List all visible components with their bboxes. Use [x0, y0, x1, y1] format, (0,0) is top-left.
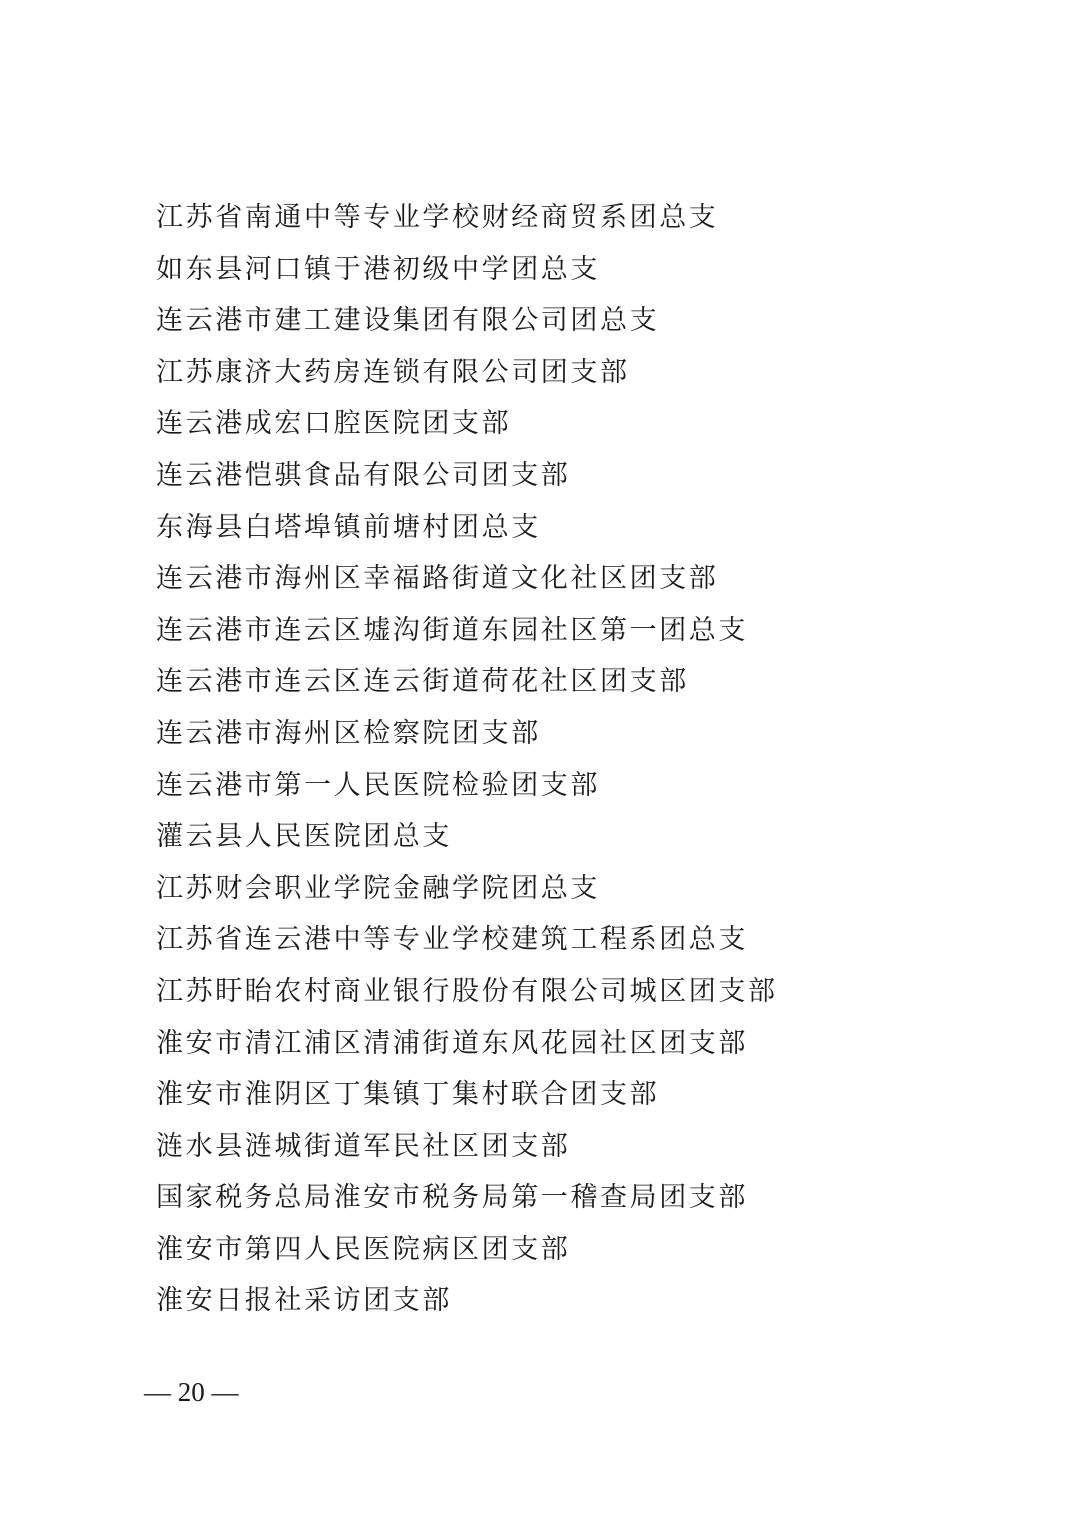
- organization-list: [156, 192, 778, 1327]
- list-item: 连云港市连云区连云街道荷花社区团支部: [156, 666, 689, 698]
- list-item: 江苏康济大药房连锁有限公司团支部: [156, 356, 630, 388]
- list-item: 连云港市第一人民医院检验团支部: [156, 769, 600, 801]
- list-item: 国家税务总局淮安市税务局第一稽查局团支部: [156, 1182, 748, 1214]
- list-item: 连云港成宏口腔医院团支部: [156, 408, 512, 440]
- list-item: 连云港市海州区检察院团支部: [156, 717, 541, 749]
- list-item: 江苏省连云港中等专业学校建筑工程系团总支: [156, 924, 748, 956]
- list-item: 淮安市清江浦区清浦街道东风花园社区团支部: [156, 1027, 748, 1059]
- list-item: 淮安日报社采访团支部: [156, 1285, 452, 1317]
- list-item: 淮安市淮阴区丁集镇丁集村联合团支部: [156, 1079, 660, 1111]
- list-item: 江苏盱眙农村商业银行股份有限公司城区团支部: [156, 975, 778, 1007]
- list-item: 如东县河口镇于港初级中学团总支: [156, 253, 600, 285]
- list-item: 东海县白塔埠镇前塘村团总支: [156, 511, 541, 543]
- list-item: 淮安市第四人民医院病区团支部: [156, 1233, 571, 1265]
- list-item: 江苏财会职业学院金融学院团总支: [156, 872, 600, 904]
- list-item: 连云港市海州区幸福路街道文化社区团支部: [156, 563, 719, 595]
- list-item: 江苏省南通中等专业学校财经商贸系团总支: [156, 202, 719, 233]
- list-item: 连云港市建工建设集团有限公司团总支: [156, 305, 660, 337]
- page-number: — 20 —: [144, 1377, 239, 1407]
- list-item: 连云港恺骐食品有限公司团支部: [156, 459, 571, 491]
- list-item: 涟水县涟城街道军民社区团支部: [156, 1130, 571, 1162]
- list-item: 灌云县人民医院团总支: [156, 821, 452, 853]
- list-item: 连云港市连云区墟沟街道东园社区第一团总支: [156, 614, 748, 646]
